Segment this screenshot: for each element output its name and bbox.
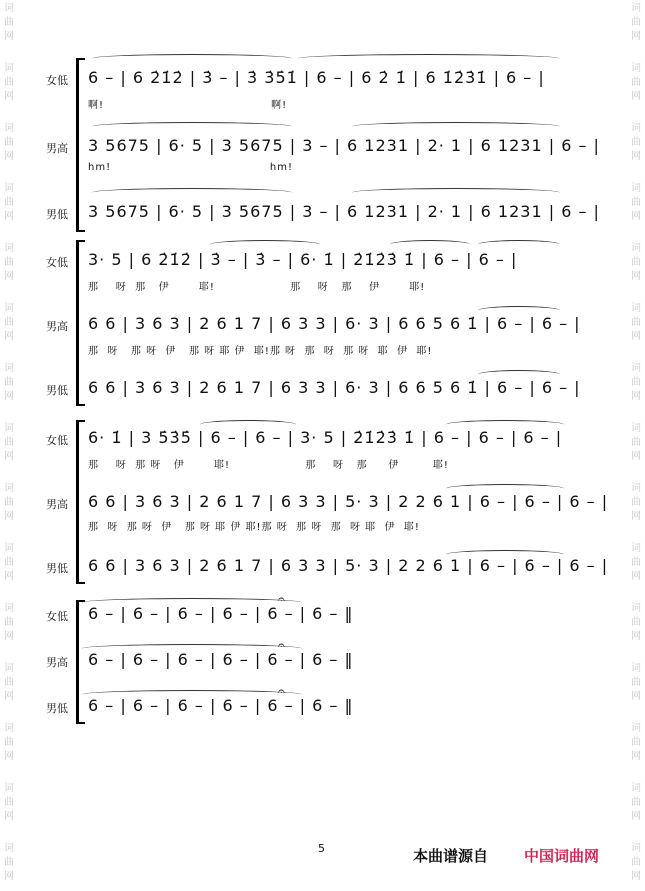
voice-label: 男低: [46, 208, 68, 221]
lyrics-line: 那 呀 那 呀 伊 那 呀 耶 伊 耶!那 呀 那 呀 那 呀 耶 伊 耶!: [88, 522, 420, 533]
system-brace: [76, 240, 85, 406]
watermark-char: 词: [631, 603, 641, 614]
watermark-char: 曲: [631, 377, 641, 388]
watermark-char: 网: [4, 31, 14, 42]
watermark-char: 曲: [631, 17, 641, 28]
watermark-char: 网: [4, 871, 14, 882]
voice-label: 男高: [46, 320, 68, 333]
voice-label: 女低: [46, 434, 68, 447]
voice-label: 男高: [46, 656, 68, 669]
watermark-char: 词: [631, 3, 641, 14]
watermark-char: 网: [631, 151, 641, 162]
fermata-icon: 𝄐: [278, 684, 285, 698]
lyrics-line: 那 呀 那 伊 耶! 那 呀 那 伊 耶!: [88, 282, 426, 293]
fermata-icon: 𝄐: [278, 592, 285, 606]
watermark-char: 词: [4, 603, 14, 614]
watermark-char: 网: [4, 571, 14, 582]
watermark-char: 词: [4, 483, 14, 494]
watermark-char: 词: [4, 3, 14, 14]
watermark-char: 词: [4, 243, 14, 254]
page-number: 5: [318, 842, 325, 855]
notation-line: 6 – | 6 2̇1̇2̇ | 3̇ – | 3̇ 3̇5̇1̇ | 6 – | 6 2̇ 1̇ | 6 1̇2̇3̇1̇ | 6 – |: [88, 68, 545, 87]
system-brace: [76, 600, 85, 724]
slur: [478, 240, 560, 249]
watermark-char: 网: [631, 451, 641, 462]
watermark-char: 词: [631, 243, 641, 254]
watermark-char: 词: [631, 63, 641, 74]
watermark-char: 网: [631, 571, 641, 582]
notation-line: 6 – | 6 – | 6 – | 6 – | 6 – | 6 – ‖: [88, 696, 354, 715]
notation-line: 6 6 | 3 6 3 | 2 6 1 7 | 6 3 3 | 5· 3 | 2 2 6 1 | 6 – | 6 – | 6 – |: [88, 556, 609, 575]
watermark-char: 曲: [631, 737, 641, 748]
notation-line: 3 5675 | 6· 5 | 3 5675 | 3 – | 6 1231 | 2· 1 | 6 1231 | 6 – |: [88, 202, 600, 221]
watermark-char: 曲: [4, 77, 14, 88]
watermark-char: 曲: [631, 197, 641, 208]
watermark-char: 曲: [4, 557, 14, 568]
watermark-char: 网: [4, 811, 14, 822]
watermark-char: 词: [631, 543, 641, 554]
watermark-char: 网: [4, 271, 14, 282]
watermark-char: 曲: [631, 257, 641, 268]
slur: [352, 188, 560, 197]
watermark-char: 曲: [4, 317, 14, 328]
fermata-icon: 𝄐: [278, 638, 285, 652]
watermark-char: 词: [4, 303, 14, 314]
lyrics-line: hm! hm!: [88, 162, 293, 173]
source-site-link[interactable]: 中国词曲网: [524, 847, 600, 865]
voice-label: 女低: [46, 256, 68, 269]
slur: [210, 240, 320, 249]
watermark-char: 曲: [4, 677, 14, 688]
watermark-char: 网: [4, 451, 14, 462]
notation-line: 6 6 | 3 6 3 | 2 6 1 7 | 6 3 3 | 6· 3 | 6 6 5 6 1̇ | 6 – | 6 – |: [88, 378, 581, 397]
notation-line: 6· 1̇ | 3 5̇3̇5̇ | 6 – | 6 – | 3· 5 | 2̇1̇2̇3̇ 1̇ | 6 – | 6 – | 6 – |: [88, 428, 563, 447]
watermark-char: 曲: [4, 197, 14, 208]
lyrics-line: 那 呀 那 呀 伊 耶! 那 呀 那 伊 耶!: [88, 460, 449, 471]
notation-line: 6 – | 6 – | 6 – | 6 – | 6 – | 6 – ‖: [88, 650, 354, 669]
voice-label: 男高: [46, 498, 68, 511]
watermark-char: 词: [4, 723, 14, 734]
watermark-char: 网: [4, 511, 14, 522]
watermark-char: 曲: [4, 497, 14, 508]
watermark-char: 曲: [631, 857, 641, 868]
watermark-char: 词: [4, 183, 14, 194]
watermark-char: 曲: [631, 437, 641, 448]
notation-line: 3 5675 | 6· 5 | 3 5675 | 3 – | 6 1231 | 2· 1 | 6 1231 | 6 – |: [88, 136, 600, 155]
watermark-right: [629, 0, 643, 891]
system-brace: [76, 58, 85, 232]
watermark-char: 曲: [631, 77, 641, 88]
watermark-char: 网: [631, 91, 641, 102]
watermark-char: 曲: [4, 257, 14, 268]
watermark-char: 网: [631, 511, 641, 522]
watermark-char: 曲: [631, 797, 641, 808]
watermark-char: 词: [631, 363, 641, 374]
watermark-char: 曲: [4, 857, 14, 868]
watermark-char: 词: [631, 843, 641, 854]
system-brace: [76, 420, 85, 584]
voice-label: 男高: [46, 142, 68, 155]
slur: [298, 54, 560, 63]
watermark-char: 词: [4, 663, 14, 674]
source-label: 本曲谱源自: [413, 847, 489, 865]
watermark-char: 网: [4, 691, 14, 702]
watermark-char: 词: [4, 363, 14, 374]
watermark-char: 网: [4, 91, 14, 102]
watermark-char: 网: [631, 811, 641, 822]
slur: [390, 240, 470, 249]
watermark-char: 曲: [631, 677, 641, 688]
watermark-char: 网: [631, 871, 641, 882]
watermark-char: 词: [4, 123, 14, 134]
watermark-char: 网: [631, 391, 641, 402]
voice-label: 女低: [46, 74, 68, 87]
watermark-char: 词: [631, 183, 641, 194]
watermark-char: 词: [631, 663, 641, 674]
watermark-char: 网: [4, 391, 14, 402]
lyrics-line: 啊! 啊!: [88, 100, 288, 111]
watermark-char: 网: [631, 331, 641, 342]
watermark-char: 词: [631, 303, 641, 314]
watermark-char: 曲: [4, 137, 14, 148]
watermark-char: 词: [4, 783, 14, 794]
watermark-char: 曲: [631, 137, 641, 148]
watermark-char: 网: [4, 751, 14, 762]
watermark-char: 词: [4, 543, 14, 554]
watermark-char: 曲: [4, 437, 14, 448]
watermark-char: 曲: [4, 617, 14, 628]
watermark-char: 网: [631, 271, 641, 282]
watermark-char: 曲: [4, 17, 14, 28]
watermark-left: [2, 0, 16, 891]
slur: [352, 122, 560, 131]
watermark-char: 曲: [4, 797, 14, 808]
watermark-char: 词: [4, 63, 14, 74]
notation-line: 6 6 | 3 6 3 | 2 6 1 7 | 6 3 3 | 5· 3 | 2 2 6 1 | 6 – | 6 – | 6 – |: [88, 492, 609, 511]
watermark-char: 词: [4, 423, 14, 434]
watermark-char: 曲: [631, 317, 641, 328]
notation-line: 6 – | 6 – | 6 – | 6 – | 6 – | 6 – ‖: [88, 604, 354, 623]
slur: [92, 188, 292, 197]
watermark-char: 网: [631, 691, 641, 702]
notation-line: 6 6 | 3 6 3 | 2 6 1 7 | 6 3 3 | 6· 3 | 6 6 5 6 1̇ | 6 – | 6 – |: [88, 314, 581, 333]
watermark-char: 曲: [631, 497, 641, 508]
watermark-char: 网: [631, 211, 641, 222]
watermark-char: 网: [4, 151, 14, 162]
watermark-char: 网: [4, 331, 14, 342]
watermark-char: 词: [631, 123, 641, 134]
watermark-char: 网: [631, 31, 641, 42]
watermark-char: 词: [631, 783, 641, 794]
watermark-char: 词: [631, 423, 641, 434]
watermark-char: 网: [631, 751, 641, 762]
slur: [92, 54, 292, 63]
watermark-char: 曲: [4, 377, 14, 388]
watermark-char: 曲: [631, 617, 641, 628]
voice-label: 男低: [46, 562, 68, 575]
watermark-char: 词: [4, 843, 14, 854]
watermark-char: 词: [631, 723, 641, 734]
voice-label: 男低: [46, 702, 68, 715]
slur: [92, 122, 292, 131]
watermark-char: 网: [4, 211, 14, 222]
lyrics-line: 那 呀 那 呀 伊 那 呀 耶 伊 耶!那 呀 那 呀 那 呀 耶 伊 耶!: [88, 346, 433, 357]
watermark-char: 词: [631, 483, 641, 494]
watermark-char: 曲: [631, 557, 641, 568]
watermark-char: 网: [4, 631, 14, 642]
watermark-char: 曲: [4, 737, 14, 748]
voice-label: 男低: [46, 384, 68, 397]
watermark-char: 网: [631, 631, 641, 642]
notation-line: 3· 5 | 6 2̇1̇2̇ | 3̇ – | 3̇ – | 6· 1̇ | 2̇1̇2̇3̇ 1̇ | 6 – | 6 – |: [88, 250, 518, 269]
voice-label: 女低: [46, 610, 68, 623]
